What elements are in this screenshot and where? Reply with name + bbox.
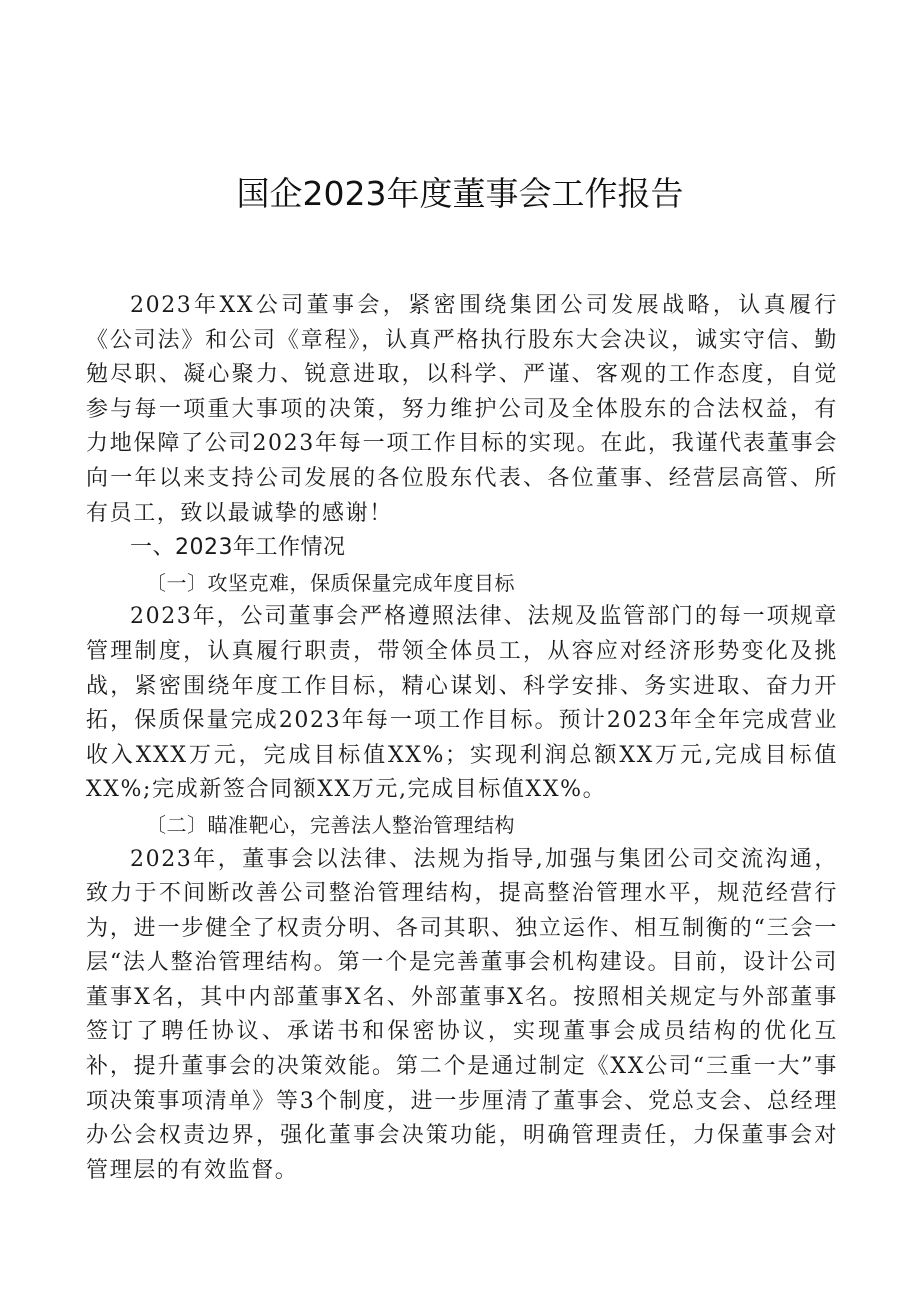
section-heading: 一、2023年工作情况 xyxy=(130,535,346,561)
subsection-heading-1: 〔一〕攻坚克难，保质保量完成年度目标 xyxy=(146,570,515,595)
document-title: 国企2023年度董事会工作报告 xyxy=(236,174,684,213)
subsection-heading-2: 〔二〕瞄准靶心，完善法人整治管理结构 xyxy=(146,812,515,837)
subsection-paragraph-1: 2023年，公司董事会严格遵照法律、法规及监管部门的每一项规章管理制度，认真履行职责，带领全体员工，从容应对经济形势变化及挑战，紧密围绕年度工作目标，精心谋划、科学安排、务实进取、奋力开拓，保质保量完成2023年每一项工作目标。预计2023年全年完成营业收入XXX万元，完成目标值XX%；实现利润总额XX万元,完成目标值XX%;完成新签合同额XX万元,完成目标值XX%。 xyxy=(86,604,838,803)
document-body xyxy=(86,289,838,1188)
intro-paragraph: 2023年XX公司董事会，紧密围绕集团公司发展战略，认真履行《公司法》和公司《章程》，认真严格执行股东大会决议，诚实守信、勤勉尽职、凝心聚力、锐意进取，以科学、严谨、客观的工作态度，自觉参与每一项重大事项的决策，努力维护公司及全体股东的合法权益，有力地保障了公司2023年每一项工作目标的实现。在此，我谨代表董事会向一年以来支持公司发展的各位股东代表、各位董事、经营层高管、所有员工，致以最诚挚的感谢！ xyxy=(86,293,838,526)
subsection-paragraph-2: 2023年，董事会以法律、法规为指导,加强与集团公司交流沟通，致力于不间断改善公司整治管理结构，提高整治管理水平，规范经营行为，进一步健全了权责分明、各司其职、独立运作、相互制衡的“三会一层“法人整治管理结构。第一个是完善董事会机构建设。目前，设计公司董事X名，其中内部董事X名、外部董事X名。按照相关规定与外部董事签订了聘任协议、承诺书和保密协议，实现董事会成员结构的优化互补，提升董事会的决策效能。第二个是通过制定《XX公司“三重一大”事项决策事项清单》等3个制度，进一步厘清了董事会、党总支会、总经理办公会权责边界，强化董事会决策功能，明确管理责任，力保董事会对管理层的有效监督。 xyxy=(86,846,838,1183)
